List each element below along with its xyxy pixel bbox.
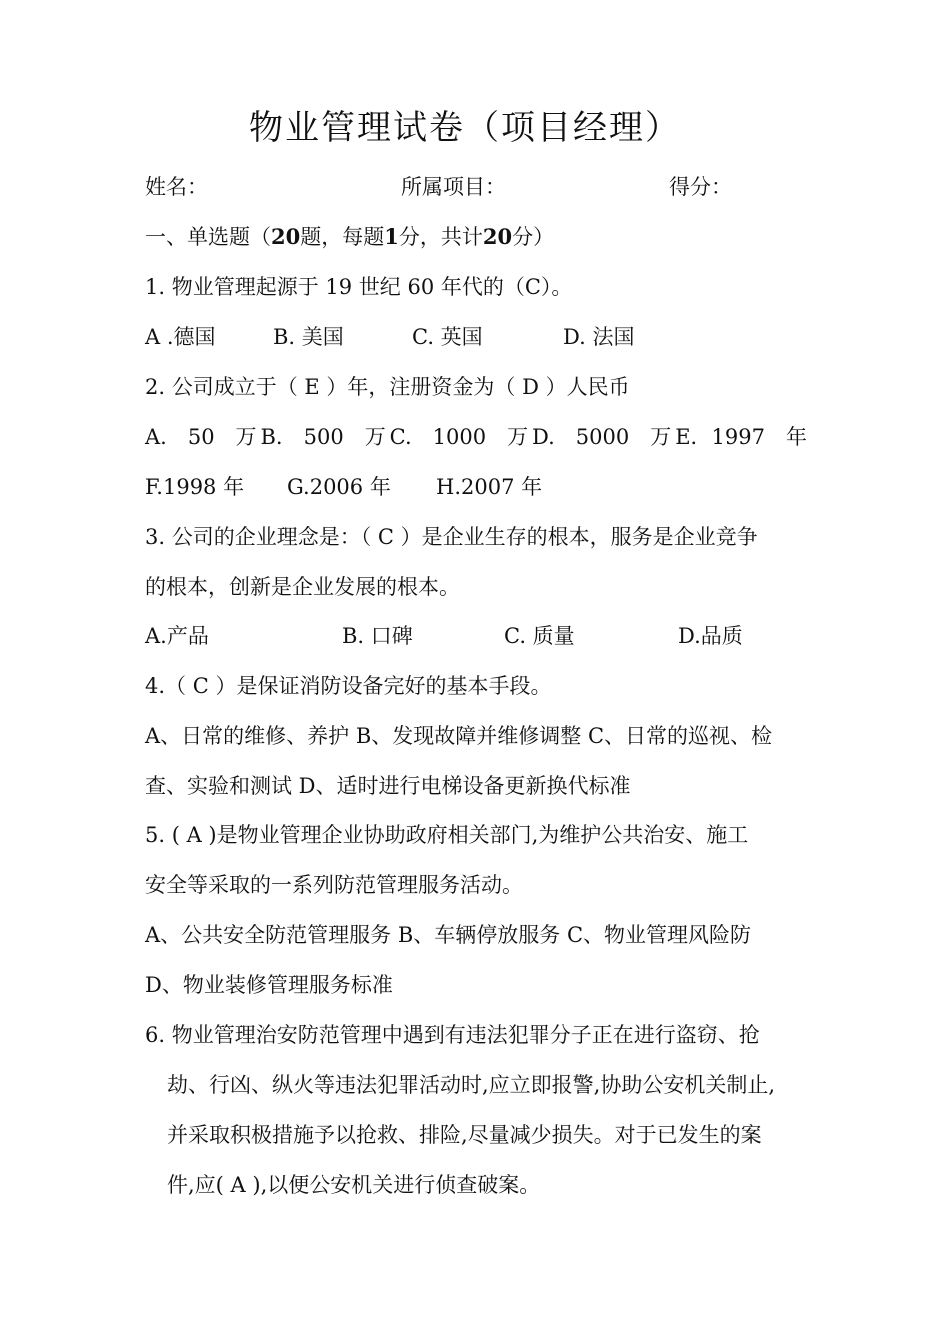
question-5-stem-line1: 5. ( A )是物业管理企业协助政府相关部门,为维护公共治安、施工 — [145, 823, 749, 847]
question-2-stem: 2. 公司成立于（ E ）年，注册资金为（ D ）人民币 — [145, 375, 630, 399]
section-mid2: 分，共计 — [398, 225, 483, 249]
option-h: H.2007 年 — [436, 475, 543, 499]
option-e: E．1997 年 — [675, 425, 807, 449]
option-c: C. 英国 — [412, 325, 483, 349]
section-heading — [145, 222, 554, 252]
page-title: 物业管理试卷（项目经理） — [249, 108, 681, 148]
question-3-stem-line2: 的根本，创新是企业发展的根本。 — [145, 575, 460, 599]
question-5-stem-line2: 安全等采取的一系列防范管理服务活动。 — [145, 873, 523, 897]
name-label: 姓名： — [145, 175, 208, 199]
total-points: 20 — [482, 224, 513, 249]
question-4-options-line2: 查、实验和测试 D、适时进行电梯设备更新换代标准 — [145, 774, 631, 798]
option-f: F.1998 年 — [145, 475, 245, 499]
option-a: A. 50 万 — [145, 425, 257, 449]
question-4-options-line1: A、日常的维修、养护 B、发现故障并维修调整 C、日常的巡视、检 — [145, 724, 773, 748]
project-label: 所属项目： — [401, 175, 506, 199]
question-6-stem-line3: 并采取积极措施予以抢救、排险,尽量减少损失。对于已发生的案 — [167, 1123, 762, 1147]
question-1-stem: 1. 物业管理起源于 19 世纪 60 年代的（C）。 — [145, 275, 573, 299]
option-d: D.品质 — [678, 624, 743, 648]
option-d: D. 5000 万 — [532, 425, 672, 449]
question-4-stem: 4.（ C ）是保证消防设备完好的基本手段。 — [145, 674, 552, 698]
option-d: D. 法国 — [563, 325, 635, 349]
section-suffix: 分） — [512, 225, 555, 249]
question-2-options-row1 — [145, 422, 807, 452]
option-c: C. 质量 — [504, 624, 575, 648]
score-label: 得分： — [669, 175, 732, 199]
section-prefix: 一、单选题（ — [145, 225, 271, 249]
question-6-stem-line1: 6. 物业管理治安防范管理中遇到有违法犯罪分子正在进行盗窃、抢 — [145, 1023, 760, 1047]
question-count: 20 — [271, 224, 301, 249]
option-a: A .德国 — [145, 325, 216, 349]
points-per-question: 1 — [384, 224, 399, 249]
question-3-stem-line1: 3. 公司的企业理念是：（ C ）是企业生存的根本，服务是企业竞争 — [145, 525, 758, 549]
option-g: G.2006 年 — [287, 475, 391, 499]
option-b: B. 口碑 — [342, 624, 413, 648]
question-5-options-line1: A、公共安全防范管理服务 B、车辆停放服务 C、物业管理风险防 — [145, 923, 752, 947]
option-c: C. 1000 万 — [389, 425, 529, 449]
question-5-options-line2: D、物业装修管理服务标准 — [145, 973, 393, 997]
question-6-stem-line4: 件,应( A ),以便公安机关进行侦查破案。 — [167, 1173, 541, 1197]
question-6-stem-line2: 劫、行凶、纵火等违法犯罪活动时,应立即报警,协助公安机关制止, — [167, 1073, 776, 1097]
section-mid1: 题，每题 — [300, 225, 385, 249]
option-b: B. 500 万 — [260, 425, 386, 449]
option-b: B. 美国 — [273, 325, 344, 349]
option-a: A.产品 — [145, 624, 209, 648]
